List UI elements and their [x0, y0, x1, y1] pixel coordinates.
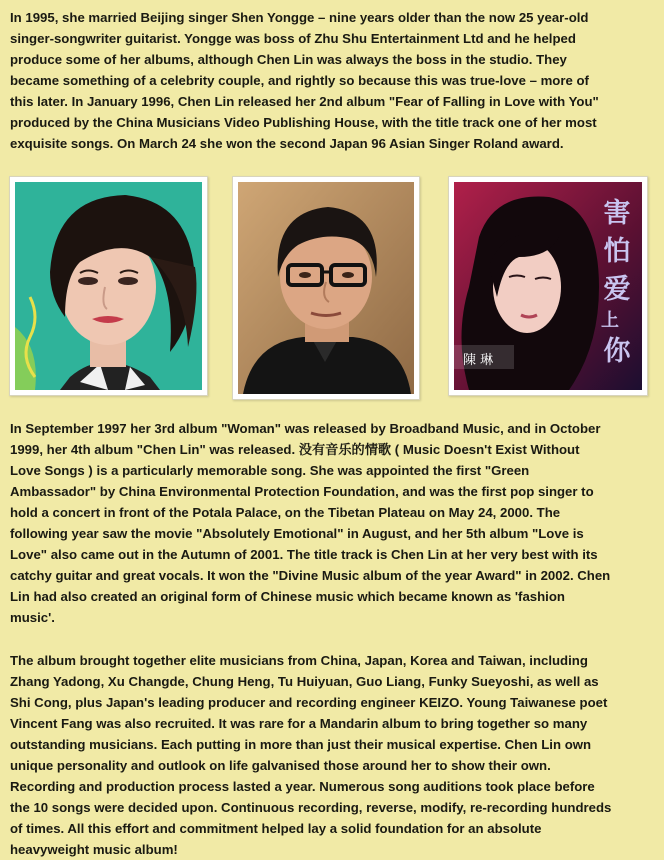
- paragraph-albums: In September 1997 her 3rd album "Woman" was released by Broadband Music, and in October 1999, her 4th album "Chen Lin" was released. 没有音乐的情歌 ( Music Doesn't Exist Without Love Songs ) is a particularly memorable song. She was appointed the first "Green Ambassador" by China Environmental Protection Foundation, and was the first pop singer to hold a concert in front of the Potala Palace, on the Tibetan Plateau on May 24, 2000. The following year saw the movie "Absolutely Emotional" in August, and her 5th album "Love is Love" also came out in the Autumn of 2001. The title track is Chen Lin at her very best with its catchy guitar and great vocals. It won the "Divine Music album of the year Award" in 2002. Chen Lin had also created an original form of Chinese music which became known as 'fashion music'.: [10, 421, 611, 625]
- album-artist-label: 陳 琳: [463, 353, 494, 368]
- album-title-vertical: [599, 195, 635, 371]
- album-title-char: 你: [603, 336, 631, 367]
- album-cover-photo: [448, 176, 648, 396]
- album-title-char: 上: [601, 310, 619, 331]
- album-title-char: 爱: [603, 274, 631, 305]
- album-title-char: 害: [603, 198, 631, 229]
- chen-lin-portrait-photo: [9, 176, 208, 396]
- paragraph-musicians: The album brought together elite musicians from China, Japan, Korea and Taiwan, including Zhang Yadong, Xu Changde, Chung Heng, Tu Huiyuan, Guo Liang, Funky Sueyoshi, as well as Shi Cong, plus Japan's leading producer and recording engineer KEIZO. Young Taiwanese poet Vincent Fang was also recruited. It was rare for a Mandarin album to bring together so many outstanding musicians. Each putting in more than just their musical expertise. Chen Lin own unique personality and outlook on life galvanised those around her to show their own. Recording and production process lasted a year. Numerous song auditions took place before the 10 songs were decided upon. Continuous recording, reverse, modify, re-recording hundreds of times. All this effort and commitment helped lay a solid foundation for an absolute heavyweight music album!: [10, 653, 612, 857]
- album-title-char: 怕: [603, 236, 631, 267]
- shen-yongge-portrait-photo: [232, 176, 420, 400]
- paragraph-marriage: In 1995, she married Beijing singer Shen Yongge – nine years older than the now 25 year-old singer-songwriter guitarist. Yongge was boss of Zhu Shu Entertainment Ltd and he helped produce some of her albums, although Chen Lin was always the boss in the studio. They became something of a celebrity couple, and rightly so because this was true-love – more of this later. In January 1996, Chen Lin released her 2nd album "Fear of Falling in Love with You" produced by the China Musicians Video Publishing House, with the title track one of her most exquisite songs. On March 24 she won the second Japan 96 Asian Singer Roland award.: [10, 10, 599, 151]
